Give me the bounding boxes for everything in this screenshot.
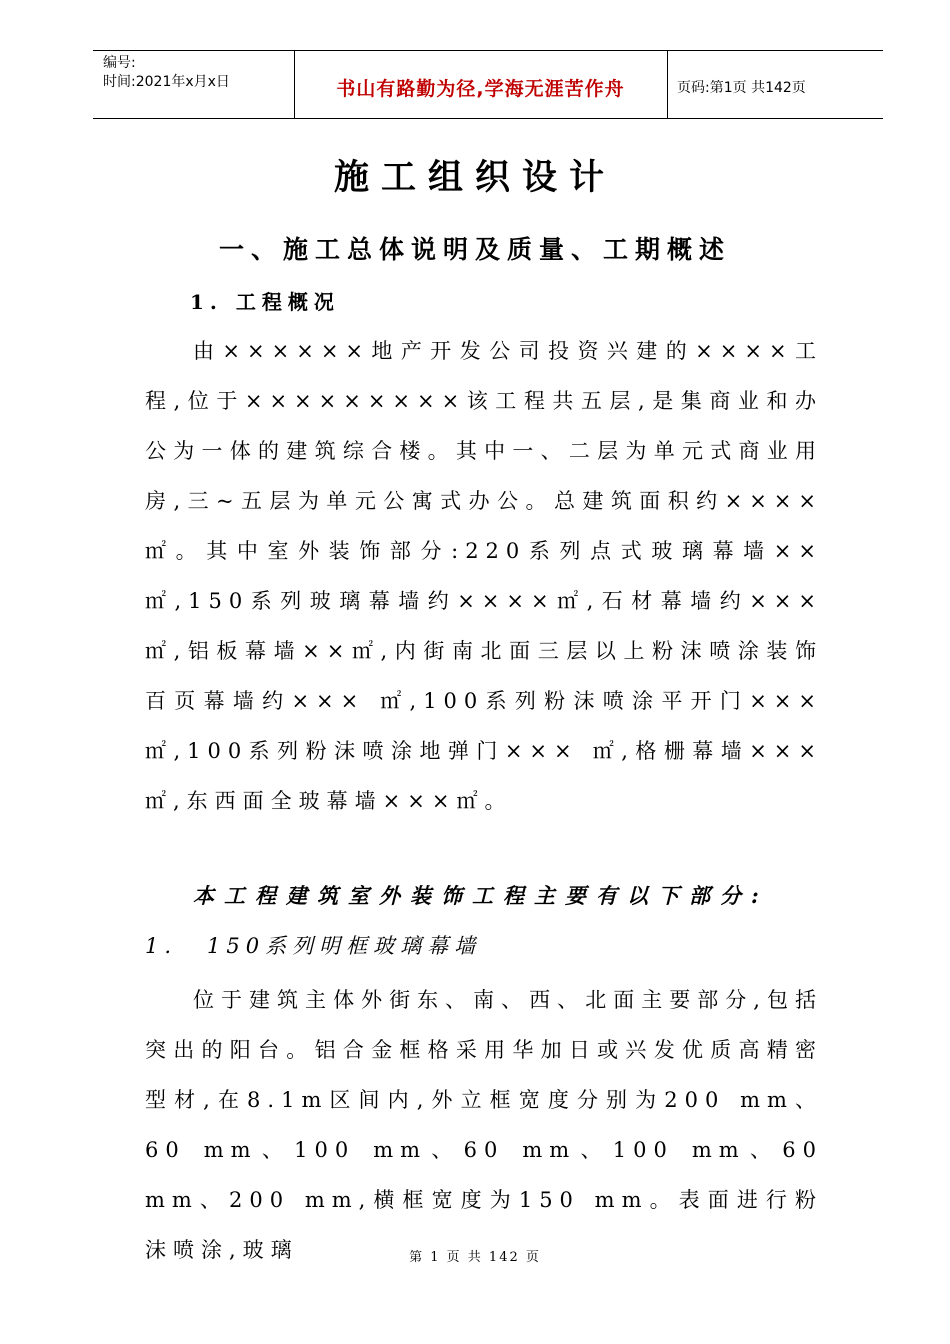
page-footer: 第 1 页 共 142 页 [409,1250,541,1265]
decoration-parts-heading: 本工程建筑室外装饰工程主要有以下部分: [193,883,769,908]
curtain-wall-paragraph: 位于建筑主体外街东、南、西、北面主要部分,包括突出的阳台。铝合金框格采用华加日或兴发优质高精密型材,在8.1m区间内,外立框宽度分别为200 mm、60 mm、100 mm、60 mm、100 mm、60 mm、200 mm,横框宽度为150 mm。表面进行粉沫喷涂,玻璃 [145,988,823,1262]
list-item-title: 150系列明框玻璃幕墙 [207,934,482,958]
project-overview-paragraph: 由××××××地产开发公司投资兴建的××××工程,位于×××××××××该工程共五层,是集商业和办公为一体的建筑综合楼。其中一、二层为单元式商业用房,三~五层为单元公寓式办公。总建筑面积约××××㎡。其中室外装饰部分:220系列点式玻璃幕墙××㎡,150系列玻璃幕墙约××××㎡,石材幕墙约××× ㎡,铝板幕墙××㎡,内街南北面三层以上粉沫喷涂装饰百页幕墙约××× ㎡,100系列粉沫喷涂平开门××× ㎡,100系列粉沫喷涂地弹门××× ㎡,格栅幕墙××× ㎡,东西面全玻幕墙×××㎡。 [145,339,823,813]
header-meta [103,54,230,92]
header-page-info: 页码:第1页 共142页 [677,80,806,96]
document-time-label: 时间:2021年x月x日 [103,74,230,90]
subsection-heading: 1. 工程概况 [190,290,340,314]
section-heading: 一、施工总体说明及质量、工期概述 [218,235,731,264]
header-motto: 书山有路勤为径,学海无涯苦作舟 [336,78,625,100]
page-header [93,50,883,119]
document-title: 施工组织设计 [333,157,616,198]
list-item-heading [145,930,481,960]
document-number-label: 编号: [103,55,136,71]
header-divider [667,51,668,118]
list-item-number: 1. [145,934,178,958]
